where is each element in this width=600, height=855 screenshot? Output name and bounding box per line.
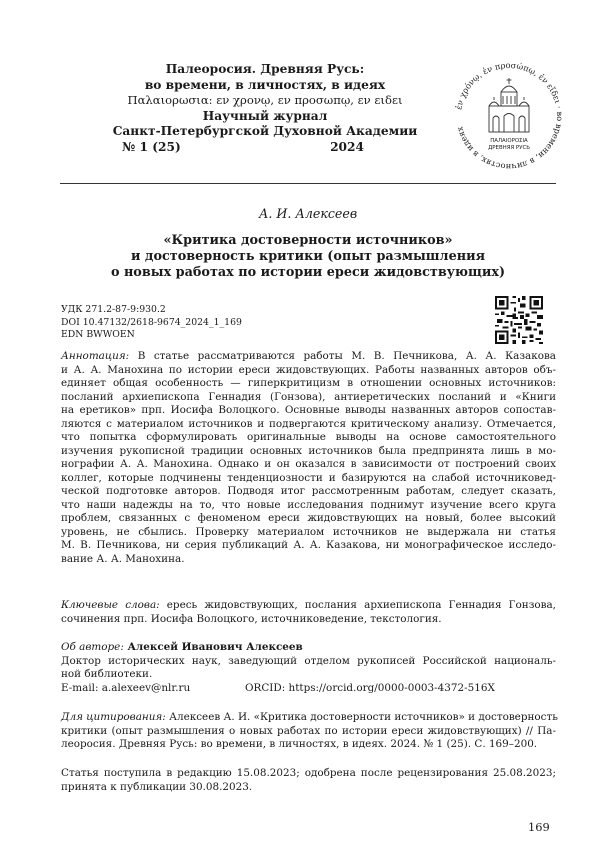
abstract-line: вание А. А. Манохина. bbox=[61, 552, 185, 565]
about-line: ной библиотеки. bbox=[61, 668, 153, 680]
about-line: Доктор исторических наук, заведующий отделом рукописей Российской националь- bbox=[61, 654, 556, 667]
keywords bbox=[61, 599, 556, 626]
citation-line: Для цитирования: Алексеев А. И. «Критика достоверности источников» и достоверность bbox=[61, 711, 558, 723]
about-label: Об авторе: bbox=[61, 641, 124, 653]
journal-title-greek: Παλαιορωσια: εν χρονῳ, εν προσωπῳ, εν ειδει bbox=[127, 93, 403, 108]
abstract bbox=[61, 350, 556, 566]
qr-code bbox=[495, 296, 543, 344]
author-orcid: ORCID: https://orcid.org/0000-0003-4372-516X bbox=[245, 681, 495, 694]
author-full-name: Алексей Иванович Алексеев bbox=[123, 641, 303, 653]
keywords-line: сочинения прп. Иосифа Волоцкого, источниковедение, текстология. bbox=[61, 612, 442, 625]
submission-line: Статья поступила в редакцию 15.08.2023; одобрена после рецензирования 25.08.2023; bbox=[61, 767, 556, 779]
citation-line: критики (опыт размышления о новых работах по истории ереси жидовствующих) // Па- bbox=[61, 724, 556, 737]
citation bbox=[61, 711, 556, 752]
about-author bbox=[61, 641, 556, 695]
abstract-line: ческой подготовке авторов. Подводя итог рассмотренным работам, следует сказать, bbox=[61, 485, 556, 497]
citation-line: леоросия. Древняя Русь: во времени, в личностях, в идеях. 2024. № 1 (25). С. 169–200. bbox=[61, 738, 538, 750]
citation-label: Для цитирования: bbox=[61, 711, 166, 723]
abstract-line: проблем, связанных с феноменом ереси жидовствующих на новый, более высокий bbox=[61, 512, 556, 524]
svg-text:ПАЛАІОРОΣІА: ПАЛАІОРОΣІА bbox=[490, 138, 528, 144]
journal-type: Научный журнал bbox=[202, 108, 328, 123]
abstract-line: единяет общая особенность — гиперкритицизм в отношении основных источников: bbox=[61, 377, 556, 389]
journal-emblem-logo bbox=[449, 56, 569, 176]
abstract-line: ляются с материалом источников и подвергаются критическому анализу. Отмечается, bbox=[61, 417, 556, 430]
abstract-line: что попытка сформулировать оригинальные выводы на основе самостоятельного bbox=[61, 431, 556, 443]
abstract-line: М. В. Печникова, ни серия публикаций А. А. Казакова, ни монографическое исследо- bbox=[61, 539, 556, 551]
svg-text:ДРЕВНЯЯ РУСЬ: ДРЕВНЯЯ РУСЬ bbox=[488, 145, 530, 151]
page-number: 169 bbox=[528, 820, 550, 834]
article-author: А. И. Алексеев bbox=[258, 206, 358, 221]
abstract-line: нографии А. А. Манохина. Однако и он оказался в зависимости от построений своих bbox=[61, 458, 556, 470]
issue-number: № 1 (25) bbox=[122, 139, 181, 154]
issue-year: 2024 bbox=[330, 139, 364, 154]
abstract-line: Аннотация: В статье рассматриваются работы М. В. Печникова, А. А. Казакова bbox=[61, 350, 556, 362]
edn-code: EDN BWWOEN bbox=[61, 329, 135, 341]
journal-issue-row bbox=[100, 140, 430, 156]
abstract-line: уровень, не сбылись. Проверку материалом источников не выдержала ни статья bbox=[61, 525, 556, 538]
journal-publisher: Санкт-Петербургской Духовной Академии bbox=[112, 124, 418, 139]
journal-title-line-1: Палеоросия. Древняя Русь: bbox=[165, 62, 365, 76]
udc-code: УДК 271.2-87-9:930.2 bbox=[61, 304, 166, 315]
about-heading bbox=[61, 641, 556, 655]
article-title bbox=[60, 233, 556, 281]
keywords-line: Ключевые слова: ересь жидовствующих, послания архиепископа Геннадия Гонзова, bbox=[61, 599, 556, 611]
author-contacts bbox=[61, 682, 556, 696]
submission-line: принята к публикации 30.08.2023. bbox=[61, 780, 253, 793]
abstract-line: и А. А. Манохина по истории ереси жидовствующих. Работы названных авторов объ- bbox=[61, 363, 556, 376]
abstract-line: коллег, которые подчинены тенденциозности и базируются на слабой источниковед- bbox=[61, 471, 556, 484]
abstract-line: изучения рукописной традиции основных источников была предпринята лишь в мо- bbox=[61, 444, 556, 457]
svg-text:ἐν χρόνῳ, ἐν προσώπῳ, ἐν εἴδει: ἐν χρόνῳ, ἐν προσώπῳ, ἐν εἴδει · во времени, в личностях, в идеях bbox=[453, 59, 566, 173]
author-email: E-mail: a.alexeev@nlr.ru bbox=[61, 681, 191, 694]
journal-title-line-2: во времени, в личностях, в идеях bbox=[144, 77, 386, 92]
submission-dates bbox=[61, 767, 556, 794]
keywords-label: Ключевые слова: bbox=[61, 599, 160, 611]
header-divider bbox=[60, 183, 556, 184]
abstract-line: посланий архиепископа Геннадия (Гонзова), антиеретических посланий и «Книги bbox=[61, 390, 556, 403]
article-identifiers bbox=[61, 304, 242, 342]
abstract-line: что наши надежды на то, что новые исследования поднимут изучение всего круга bbox=[61, 498, 556, 511]
abstract-line: на еретиков» прп. Иосифа Волоцкого. Основные выводы названных авторов сопостав- bbox=[61, 404, 556, 416]
article-title-line: и достоверность критики (опыт размышления bbox=[130, 249, 486, 264]
abstract-label: Аннотация: bbox=[61, 350, 130, 362]
journal-header bbox=[100, 62, 430, 156]
article-title-line: о новых работах по истории ереси жидовствующих) bbox=[110, 265, 506, 280]
doi-code: DOI 10.47132/2618-9674_2024_1_169 bbox=[61, 316, 242, 328]
article-title-line: «Критика достоверности источников» bbox=[163, 233, 453, 248]
